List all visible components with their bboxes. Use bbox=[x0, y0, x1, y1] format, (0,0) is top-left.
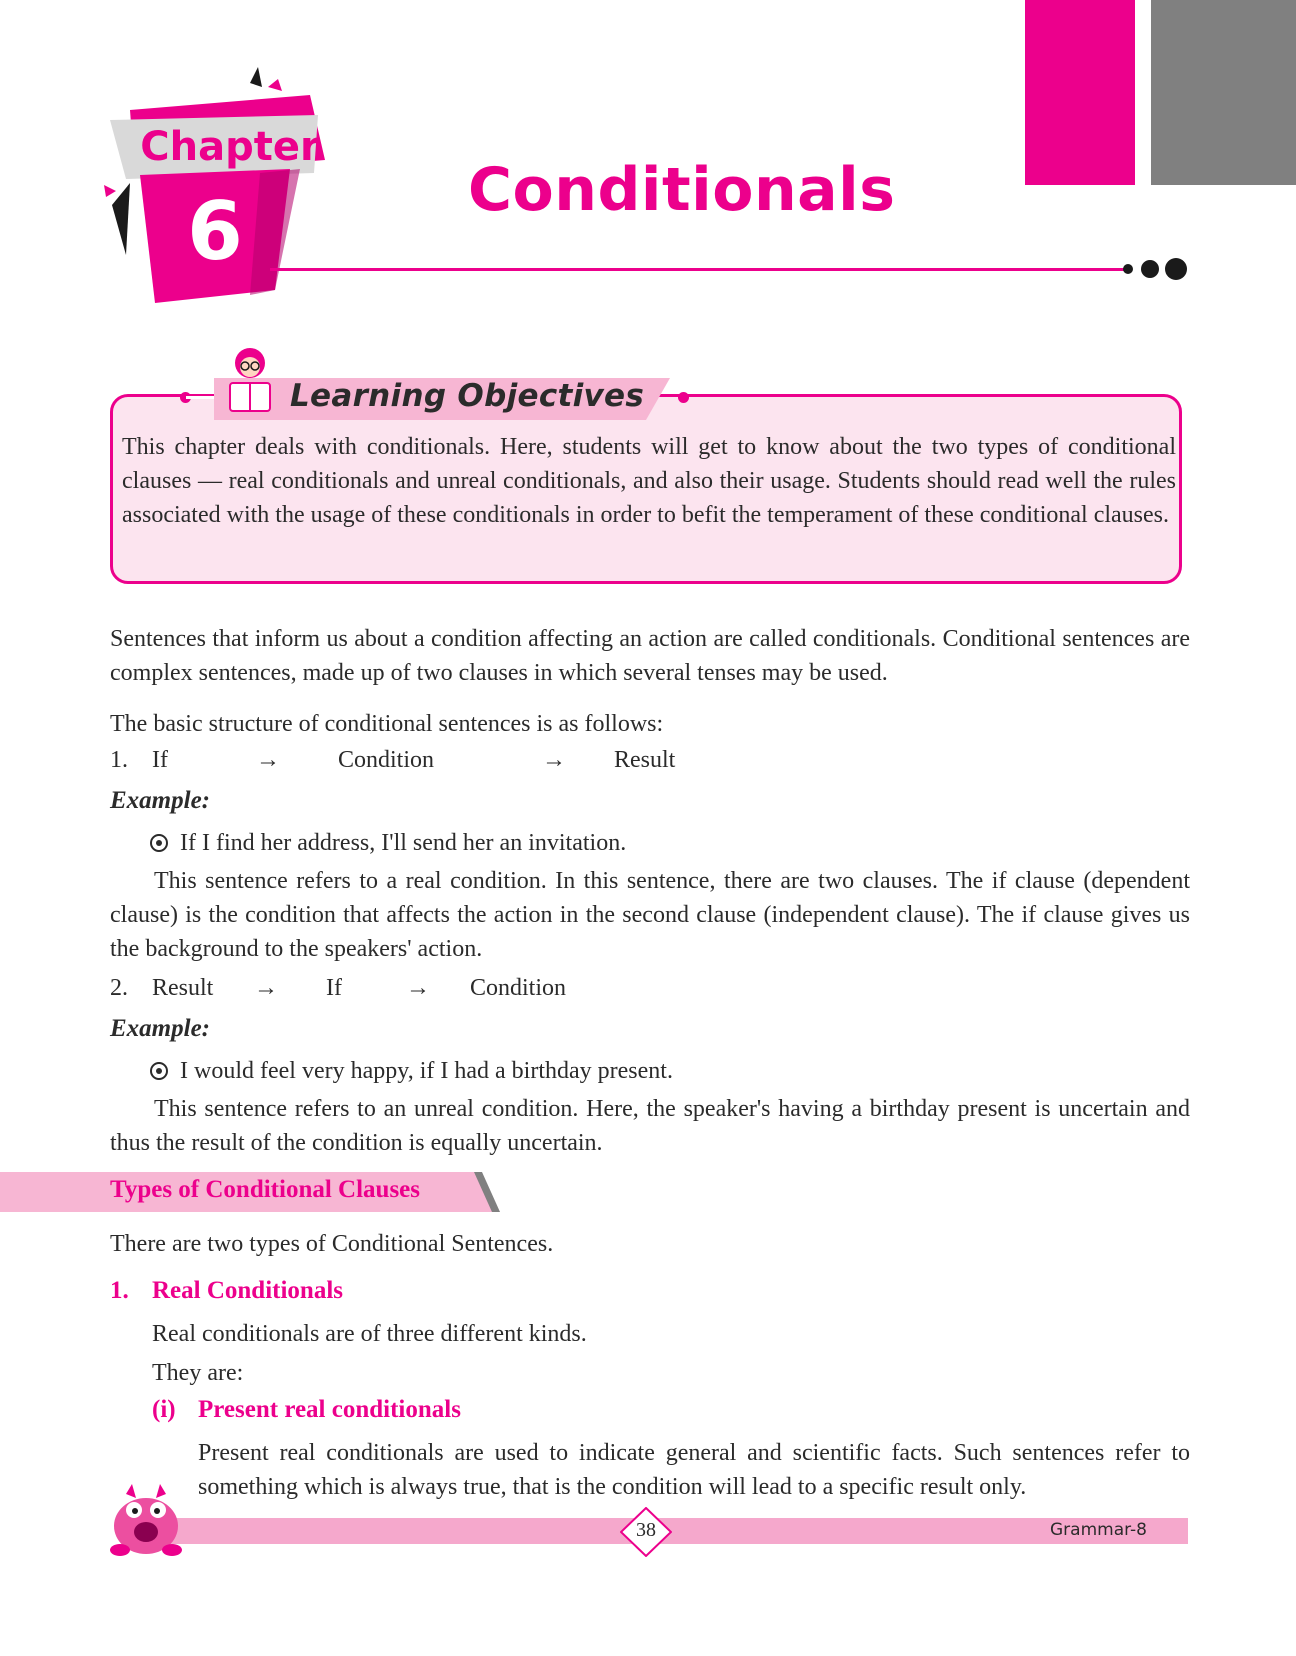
badge-spark-black bbox=[250, 67, 262, 87]
example-1-explanation: This sentence refers to a real condition. In this sentence, there are two clauses. The if clause (dependent clause) is the condition that affects the action in the second clause (independent clause). The if clause gives us the background to the speakers' action. bbox=[110, 868, 1190, 962]
real-conditionals-line-2: They are: bbox=[152, 1360, 244, 1386]
structure-1-condition: Condition bbox=[338, 747, 435, 773]
corner-pink-bar bbox=[1025, 0, 1135, 185]
title-dots-ornament bbox=[1120, 256, 1190, 282]
section-title-types: Types of Conditional Clauses bbox=[110, 1176, 421, 1203]
structure-2-if: If bbox=[326, 975, 342, 1001]
structure-2-number: 2. bbox=[110, 975, 128, 1001]
learning-objectives-text: This chapter deals with conditionals. Here, students will get to know about the two types of conditional clauses — real conditionals and unreal conditionals, and also their usage. Students should read well the rules associated with the usage of these conditionals in order to befit the temperament of these conditional clauses. bbox=[122, 434, 1176, 528]
chapter-number: 6 bbox=[187, 185, 243, 278]
chapter-word: Chapter bbox=[140, 124, 320, 170]
present-real-title: Present real conditionals bbox=[198, 1396, 461, 1423]
badge-spark-pink bbox=[268, 79, 282, 91]
example-1-label: Example: bbox=[110, 787, 210, 814]
structure-1-if: If bbox=[152, 747, 168, 773]
structure-1 bbox=[110, 747, 810, 781]
example-2-sentence: I would feel very happy, if I had a birthday present. bbox=[180, 1058, 673, 1084]
structure-1-result: Result bbox=[614, 747, 676, 773]
real-conditionals-title: Real Conditionals bbox=[152, 1277, 344, 1304]
real-conditionals-line-1: Real conditionals are of three different kinds. bbox=[152, 1321, 587, 1347]
example-2-label: Example: bbox=[110, 1015, 210, 1042]
structure-2-condition: Condition bbox=[470, 975, 567, 1001]
structure-1-arrow-2: → bbox=[542, 747, 566, 773]
intro-paragraph-2: The basic structure of conditional sentences is as follows: bbox=[110, 711, 664, 737]
chapter-title: Conditionals bbox=[468, 155, 896, 225]
corner-gray-bar bbox=[1151, 0, 1296, 185]
reading-girl-icon bbox=[222, 345, 278, 415]
title-underline bbox=[270, 268, 1130, 271]
types-intro: There are two types of Conditional Sentences. bbox=[110, 1231, 554, 1257]
present-real-text: Present real conditionals are used to indicate general and scientific facts. Such sentences refer to something which is always true, that is the condition will lead to a specific result only. bbox=[198, 1440, 1190, 1500]
learning-objectives-title: Learning Objectives bbox=[290, 378, 645, 414]
monster-mascot-icon bbox=[104, 1480, 188, 1560]
structure-1-arrow-1: → bbox=[256, 747, 280, 773]
example-2-bullet bbox=[150, 1054, 1150, 1088]
bullet-circle-icon bbox=[150, 834, 168, 852]
lo-gap-left bbox=[186, 396, 216, 399]
example-2-explanation: This sentence refers to an unreal condition. Here, the speaker's having a birthday present is uncertain and thus the result of the condition is equally uncertain. bbox=[110, 1096, 1190, 1156]
structure-2-result: Result bbox=[152, 975, 214, 1001]
lo-right-dot bbox=[678, 392, 689, 403]
page-number: 38 bbox=[636, 1519, 656, 1541]
structure-2 bbox=[110, 975, 710, 1009]
footer-book-title: Grammar-8 bbox=[1050, 1520, 1147, 1540]
example-1-bullet bbox=[150, 826, 1150, 860]
present-real-number: (i) bbox=[152, 1396, 176, 1423]
structure-1-number: 1. bbox=[110, 747, 128, 773]
structure-2-arrow-1: → bbox=[254, 975, 278, 1001]
real-conditionals-number: 1. bbox=[110, 1277, 129, 1304]
intro-paragraph-1: Sentences that inform us about a condition affecting an action are called conditionals. Conditional sentences are complex sentences, made up of two clauses in which several tenses may be used. bbox=[110, 626, 1190, 686]
badge-left-black bbox=[112, 183, 130, 255]
structure-2-arrow-2: → bbox=[406, 975, 430, 1001]
bullet-circle-icon bbox=[150, 1062, 168, 1080]
badge-left-pink bbox=[104, 185, 116, 197]
example-1-sentence: If I find her address, I'll send her an invitation. bbox=[180, 830, 627, 856]
